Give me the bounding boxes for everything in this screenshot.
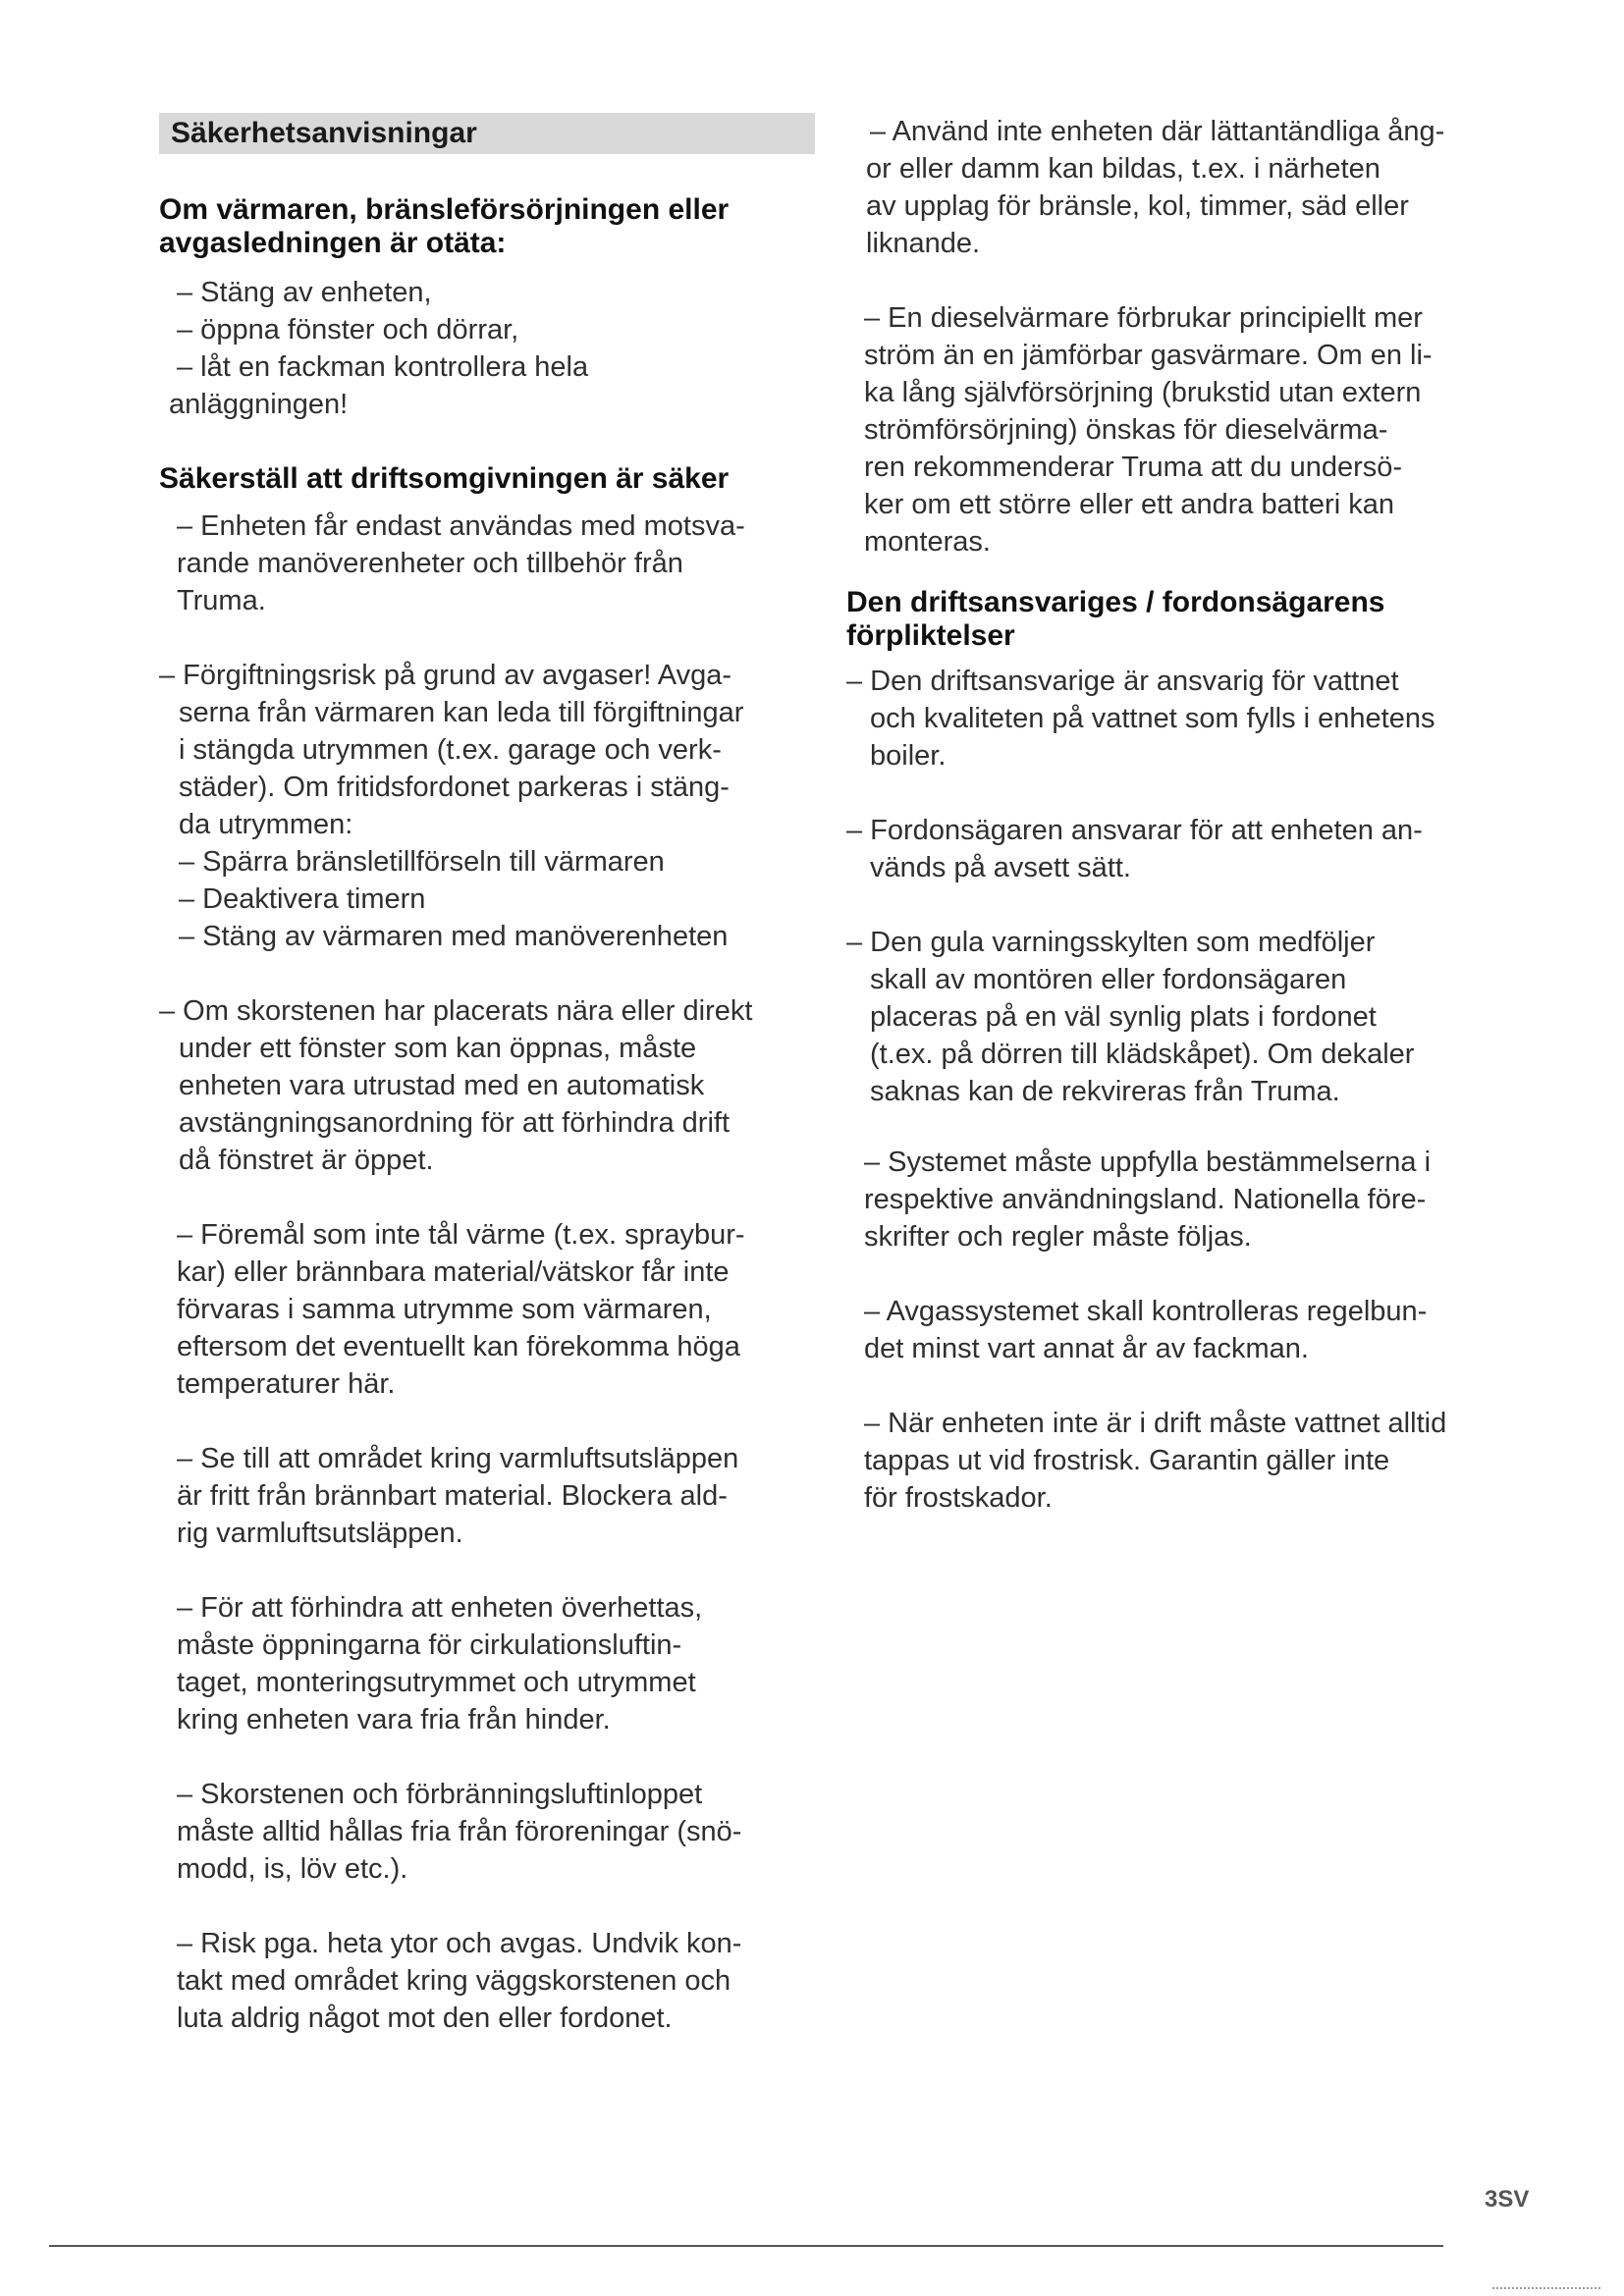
text-line: eftersom det eventuellt kan förekomma höga (177, 1331, 740, 1362)
paragraph-chimney-window (159, 992, 815, 1179)
text-line: monteras. (864, 526, 991, 558)
footer-divider (49, 2245, 1443, 2247)
paragraph-outlets (159, 1440, 815, 1552)
text-line: skall av montören eller fordonsägaren (870, 964, 1347, 995)
right-column (846, 113, 1520, 1517)
paragraph-heat-items (159, 1216, 815, 1403)
text-line: av upplag för bränsle, kol, timmer, säd eller (866, 190, 1409, 222)
text-line: respektive användningsland. Nationella före- (864, 1184, 1427, 1215)
text-line: kar) eller brännbara material/vätskor får inte (177, 1256, 730, 1288)
heading-duties (846, 586, 1520, 653)
text-line: vänds på avsett sätt. (870, 852, 1131, 883)
text-line: Truma. (177, 585, 266, 616)
paragraph-frost (846, 1405, 1520, 1517)
heading-line: avgasledningen är otäta: (159, 227, 507, 259)
text-line: enheten vara utrustad med en automatisk (179, 1070, 705, 1101)
text-line: då fönstret är öppet. (179, 1145, 434, 1176)
text-line: – Stäng av enheten, (177, 277, 432, 308)
text-line: i stängda utrymmen (t.ex. garage och verk- (179, 734, 722, 766)
heading-line: Om värmaren, bränsleförsörjningen eller (159, 193, 730, 226)
heading-line: Den driftsansvariges / fordonsägarens (846, 586, 1385, 618)
text-line: – Enheten får endast användas med motsva- (177, 510, 745, 542)
text-line: rande manöverenheter och tillbehör från (177, 548, 683, 579)
paragraph-overheat (159, 1589, 815, 1738)
text-line: måste alltid hållas fria från föroreningar (snö- (177, 1816, 742, 1847)
text-line: är fritt från brännbart material. Blockera ald- (177, 1480, 728, 1512)
text-line: ker om ett större eller ett andra batteri kan (864, 489, 1394, 520)
text-line: skrifter och regler måste följas. (864, 1221, 1252, 1253)
text-line: – Den driftsansvarige är ansvarig för vattnet (846, 666, 1399, 697)
paragraph-hot-surfaces (159, 1925, 815, 2037)
section-title: Säkerhetsanvisningar (159, 113, 815, 154)
text-line: – När enheten inte är i drift måste vattnet alltid (864, 1408, 1447, 1439)
paragraph-water (846, 663, 1520, 774)
paragraph-warning-sign (846, 924, 1520, 1110)
text-line: – låt en fackman kontrollera hela (177, 351, 589, 383)
text-line: rig varmluftsutsläppen. (177, 1518, 463, 1549)
text-line: placeras på en väl synlig plats i fordonet (870, 1001, 1377, 1033)
text-line: ren rekommenderar Truma att du undersö- (864, 452, 1403, 483)
text-line: – Avgassystemet skall kontrolleras regelbun- (864, 1296, 1428, 1327)
text-line: da utrymmen: (179, 809, 353, 840)
text-line: kring enheten vara fria från hinder. (177, 1704, 611, 1735)
text-line: – Fordonsägaren ansvarar för att enheten an- (846, 815, 1423, 846)
text-line: avstängningsanordning för att förhindra drift (179, 1107, 731, 1139)
heading-line: förpliktelser (846, 619, 1015, 652)
text-line: or eller damm kan bildas, t.ex. i närheten (866, 153, 1380, 185)
text-line: – Stäng av värmaren med manöverenheten (179, 921, 729, 952)
page-number: 3SV (1485, 2186, 1530, 2213)
text-line: – öppna fönster och dörrar, (177, 314, 519, 346)
text-line: liknande. (866, 228, 981, 259)
text-line: – Risk pga. heta ytor och avgas. Undvik kon- (177, 1928, 742, 1959)
text-line: anläggningen! (169, 389, 349, 420)
text-line: – Om skorstenen har placerats nära eller direkt (159, 995, 753, 1027)
leak-instructions (159, 274, 815, 423)
text-line: förvaras i samma utrymme som värmaren, (177, 1294, 712, 1325)
paragraph-owner (846, 812, 1520, 886)
footer-dotted-divider (1492, 2287, 1600, 2289)
text-line: – Se till att området kring varmluftsutsläppen (177, 1443, 739, 1474)
text-line: det minst vart annat år av fackman. (864, 1333, 1309, 1364)
left-column (159, 113, 815, 2037)
text-line: – En dieselvärmare förbrukar principiellt mer (864, 302, 1423, 334)
text-line: måste öppningarna för cirkulationsluftin- (177, 1629, 682, 1661)
text-line: saknas kan de rekvireras från Truma. (870, 1076, 1340, 1107)
text-line: tappas ut vid frostrisk. Garantin gäller inte (864, 1445, 1390, 1476)
heading-environment: Säkerställ att driftsomgivningen är säker (159, 462, 730, 495)
text-line: – Spärra bränsletillförseln till värmaren (179, 846, 665, 878)
text-line: – Förgiftningsrisk på grund av avgaser! Avga- (159, 660, 732, 691)
text-line: boiler. (870, 740, 947, 772)
text-line: – Deaktivera timern (179, 883, 426, 915)
paragraph-exhaust (846, 1293, 1520, 1367)
text-line: – Använd inte enheten där lättantändliga ång- (870, 116, 1445, 147)
text-line: taget, monteringsutrymmet och utrymmet (177, 1667, 696, 1698)
text-line: – För att förhindra att enheten överhettas, (177, 1592, 703, 1624)
paragraph-units (159, 507, 815, 619)
text-line: takt med området kring väggskorstenen och (177, 1965, 731, 1997)
text-line: modd, is, löv etc.). (177, 1853, 408, 1885)
text-line: – Föremål som inte tål värme (t.ex. spraybur- (177, 1219, 745, 1251)
paragraph-clean (159, 1776, 815, 1888)
text-line: ka lång självförsörjning (brukstid utan extern (864, 377, 1422, 408)
text-line: – Skorstenen och förbränningsluftinloppet (177, 1779, 703, 1810)
text-line: under ett fönster som kan öppnas, måste (179, 1033, 697, 1064)
text-line: luta aldrig något mot den eller fordonet. (177, 2002, 673, 2034)
text-line: ström än en jämförbar gasvärmare. Om en li- (864, 340, 1433, 371)
heading-leak (159, 193, 815, 260)
text-line: (t.ex. på dörren till klädskåpet). Om dekaler (870, 1039, 1415, 1070)
text-line: strömförsörjning) önskas för dieselvärma- (864, 414, 1388, 446)
text-line: städer). Om fritidsfordonet parkeras i stäng- (179, 772, 730, 803)
text-line: – Systemet måste uppfylla bestämmelserna i (864, 1147, 1432, 1178)
paragraph-rules (846, 1144, 1520, 1255)
text-line: temperaturer här. (177, 1368, 396, 1400)
text-line: serna från värmaren kan leda till förgiftningar (179, 697, 744, 728)
text-line: och kvaliteten på vattnet som fylls i enhetens (870, 703, 1435, 734)
text-line: för frostskador. (864, 1482, 1053, 1514)
paragraph-poison (159, 657, 815, 955)
paragraph-flammable (846, 113, 1520, 262)
text-line: – Den gula varningsskylten som medföljer (846, 927, 1376, 958)
paragraph-diesel (846, 299, 1520, 561)
